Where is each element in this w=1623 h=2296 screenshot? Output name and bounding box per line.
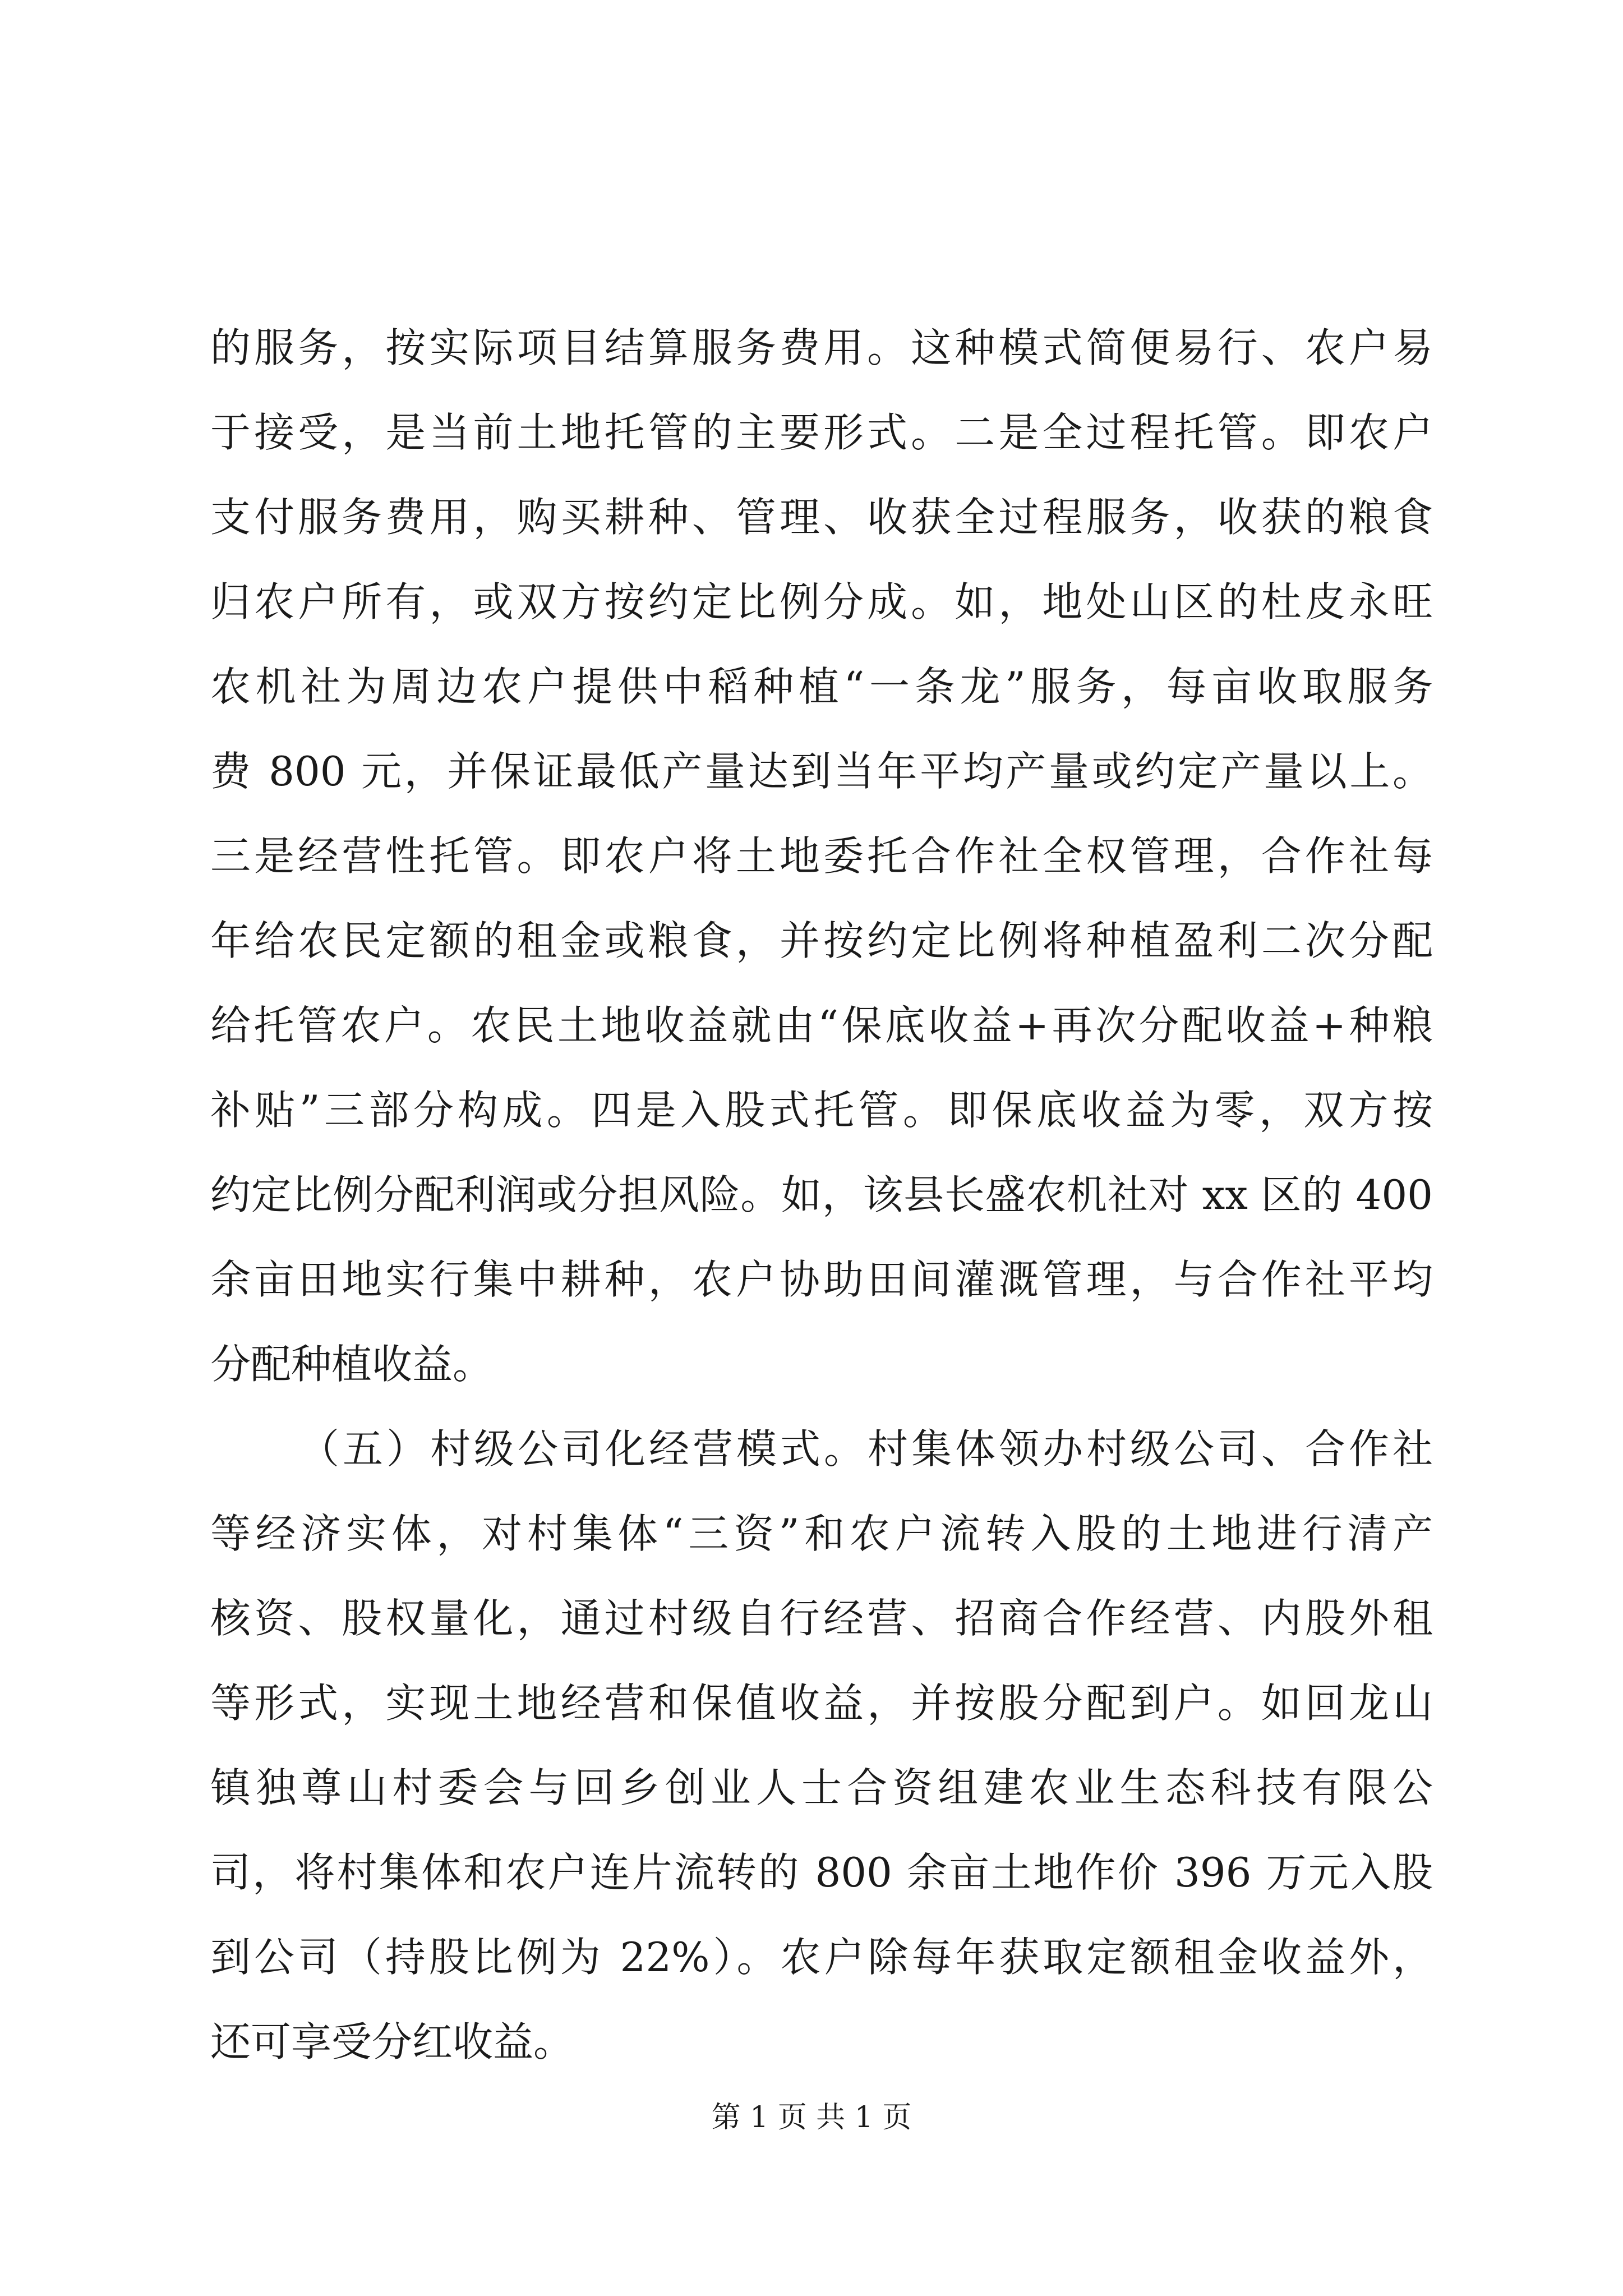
- text-line: 分配种植收益。: [210, 1341, 494, 1388]
- text-line: 年给农民定额的租金或粮食，并按约定比例将种植盈利二次分配: [210, 917, 1433, 964]
- text-line: （五）村级公司化经营模式。村集体领办村级公司、合作社: [299, 1425, 1433, 1473]
- page-footer: 第 1 页 共 1 页: [711, 2101, 912, 2134]
- text-line: 于接受，是当前土地托管的主要形式。二是全过程托管。即农户: [210, 409, 1433, 456]
- text-line: 到公司（持股比例为 22%）。农户除每年获取定额租金收益外，: [210, 1934, 1433, 1981]
- text-line: 镇独尊山村委会与回乡创业人士合资组建农业生态科技有限公: [210, 1764, 1433, 1811]
- text-line: 等形式，实现土地经营和保值收益，并按股分配到户。如回龙山: [210, 1680, 1433, 1727]
- text-line: 补贴”三部分构成。四是入股式托管。即保底收益为零，双方按: [210, 1087, 1433, 1134]
- text-line: 余亩田地实行集中耕种，农户协助田间灌溉管理，与合作社平均: [210, 1256, 1433, 1303]
- text-line: 约定比例分配利润或分担风险。如，该县长盛农机社对 xx 区的 400: [210, 1171, 1433, 1218]
- text-line: 归农户所有，或双方按约定比例分成。如，地处山区的杜皮永旺: [210, 578, 1433, 625]
- text-line: 等经济实体，对村集体“三资”和农户流转入股的土地进行清产: [210, 1510, 1433, 1557]
- text-line: 支付服务费用，购买耕种、管理、收获全过程服务，收获的粮食: [210, 494, 1433, 541]
- text-line: 给托管农户。农民土地收益就由“保底收益+再次分配收益+种粮: [210, 1002, 1433, 1049]
- text-line: 三是经营性托管。即农户将土地委托合作社全权管理，合作社每: [210, 832, 1433, 880]
- text-line: 司，将村集体和农户连片流转的 800 余亩土地作价 396 万元入股: [210, 1849, 1433, 1896]
- text-line: 还可享受分红收益。: [210, 2018, 574, 2065]
- text-line: 的服务，按实际项目结算服务费用。这种模式简便易行、农户易: [210, 324, 1433, 371]
- text-line: 费 800 元，并保证最低产量达到当年平均产量或约定产量以上。: [210, 748, 1433, 795]
- text-line: 农机社为周边农户提供中稻种植“一条龙”服务，每亩收取服务: [210, 663, 1433, 710]
- document-body: [210, 306, 1433, 2085]
- text-line: 核资、股权量化，通过村级自行经营、招商合作经营、内股外租: [210, 1595, 1433, 1642]
